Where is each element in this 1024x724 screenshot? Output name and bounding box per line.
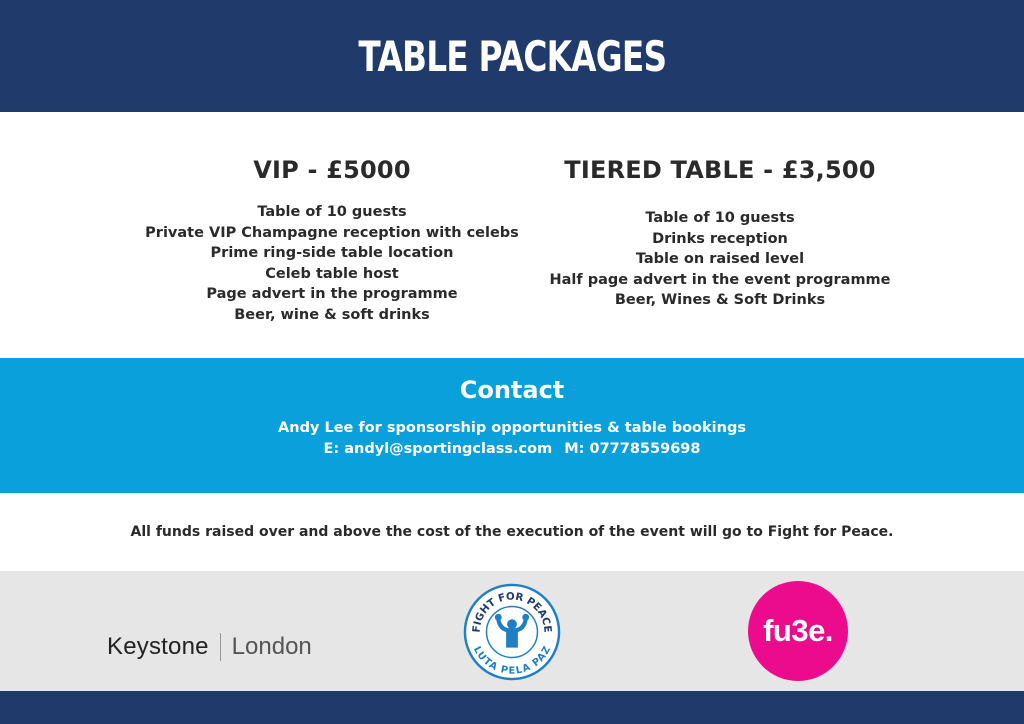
vip-package-title: VIP - £5000 — [253, 156, 411, 184]
keystone-brand-text: Keystone — [107, 633, 209, 660]
logo-divider — [220, 633, 221, 661]
funds-note: All funds raised over and above the cost of the execution of the event will go to Fight for Peace. — [130, 524, 894, 540]
contact-title: Contact — [459, 376, 565, 404]
list-item: Prime ring-side table location — [210, 245, 454, 261]
list-item: Table of 10 guests — [645, 210, 795, 226]
contact-email[interactable]: E: andyl@sportingclass.com — [323, 441, 553, 457]
list-item: Beer, Wines & Soft Drinks — [614, 292, 826, 308]
fight-for-peace-logo — [463, 583, 561, 681]
fu3e-logo-text: fu3e. — [763, 613, 833, 648]
contact-phone[interactable]: M: 07778559698 — [564, 441, 701, 457]
tiered-package — [500, 156, 940, 311]
ffp-top-text: FIGHT FOR PEACE — [470, 590, 554, 634]
ffp-bottom-text: LUTA PELA PAZ — [470, 644, 554, 677]
vip-package — [112, 156, 552, 325]
vip-feature-list — [112, 202, 552, 325]
contact-details — [0, 439, 1024, 460]
list-item: Table on raised level — [635, 251, 805, 267]
tiered-feature-list — [500, 208, 940, 311]
keystone-london-logo — [107, 633, 312, 661]
list-item: Page advert in the programme — [206, 286, 458, 302]
contact-description: Andy Lee for sponsorship opportunities & table bookings — [278, 420, 746, 436]
list-item: Beer, wine & soft drinks — [234, 306, 430, 323]
list-item: Celeb table host — [265, 265, 399, 282]
list-item: Drinks reception — [652, 230, 788, 247]
contact-section — [0, 358, 1024, 493]
list-item: Half page advert in the event programme — [549, 271, 891, 288]
footer-bar — [0, 691, 1024, 724]
funds-note-section — [0, 493, 1024, 571]
fu3e-logo — [748, 581, 848, 681]
sponsor-logos — [0, 571, 1024, 691]
header-banner — [0, 0, 1024, 112]
keystone-city-text: London — [231, 633, 312, 660]
list-item: Table of 10 guests — [257, 204, 407, 220]
tiered-package-title: TIERED TABLE - £3,500 — [564, 156, 876, 184]
list-item: Private VIP Champagne reception with celebs — [145, 224, 519, 241]
packages-section — [0, 112, 1024, 358]
page-title: TABLE PACKAGES — [358, 31, 666, 81]
